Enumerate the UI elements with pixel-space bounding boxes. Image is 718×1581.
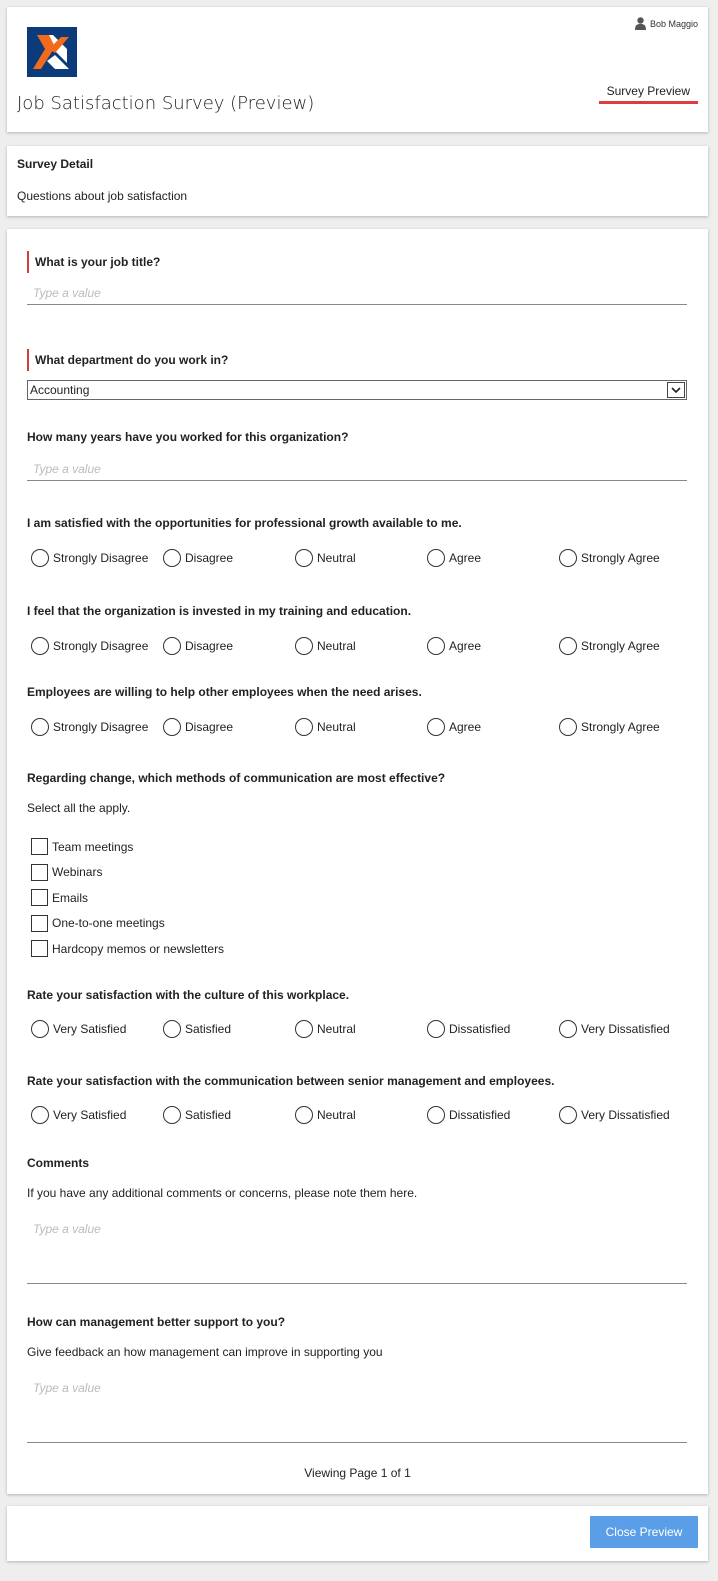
checkbox-label: One-to-one meetings xyxy=(52,916,165,931)
app-logo-icon xyxy=(27,27,77,77)
radio-option[interactable] xyxy=(163,718,233,736)
radio-button[interactable] xyxy=(163,718,181,736)
radio-label: Strongly Disagree xyxy=(53,551,149,565)
radio-label: Neutral xyxy=(317,639,356,653)
checkbox-option[interactable] xyxy=(31,911,224,937)
radio-button[interactable] xyxy=(559,718,577,736)
detail-description: Questions about job satisfaction xyxy=(17,189,188,203)
question-subtext: If you have any additional comments or concerns, please note them here. xyxy=(27,1186,418,1200)
growth-radio-group xyxy=(31,549,691,569)
question-label: How many years have you worked for this organization? xyxy=(27,430,349,444)
checkbox[interactable] xyxy=(31,864,48,881)
radio-option[interactable] xyxy=(295,718,356,736)
radio-button[interactable] xyxy=(295,549,313,567)
radio-button[interactable] xyxy=(31,1106,49,1124)
radio-option[interactable] xyxy=(295,549,356,567)
radio-option[interactable] xyxy=(559,637,660,655)
question-subtext: Give feedback an how management can improve in supporting you xyxy=(27,1345,383,1359)
question-label: I feel that the organization is invested in my training and education. xyxy=(27,604,412,618)
radio-label: Very Satisfied xyxy=(53,1022,127,1036)
radio-button[interactable] xyxy=(31,549,49,567)
question-comments xyxy=(27,1156,687,1200)
radio-button[interactable] xyxy=(559,1106,577,1124)
question-management-communication xyxy=(27,1074,687,1088)
radio-option[interactable] xyxy=(559,718,660,736)
question-label: How can management better support to you? xyxy=(27,1315,286,1329)
checkbox-option[interactable] xyxy=(31,834,224,860)
page-indicator: Viewing Page 1 of 1 xyxy=(304,1466,411,1480)
management-communication-radio-group xyxy=(31,1106,691,1126)
radio-label: Very Dissatisfied xyxy=(581,1022,670,1036)
question-label: What is your job title? xyxy=(27,251,687,273)
department-select[interactable] xyxy=(27,380,687,400)
checkbox-option[interactable] xyxy=(31,936,224,962)
radio-option[interactable] xyxy=(427,1106,510,1124)
years-input[interactable] xyxy=(27,457,687,481)
culture-radio-group xyxy=(31,1020,691,1040)
radio-button[interactable] xyxy=(163,1020,181,1038)
survey-detail-panel xyxy=(7,146,708,216)
checkbox[interactable] xyxy=(31,889,48,906)
radio-option[interactable] xyxy=(427,1020,510,1038)
radio-button[interactable] xyxy=(559,549,577,567)
radio-label: Agree xyxy=(449,720,482,734)
radio-option[interactable] xyxy=(427,549,481,567)
question-label: What department do you work in? xyxy=(27,349,687,371)
radio-button[interactable] xyxy=(295,637,313,655)
comments-textarea[interactable] xyxy=(27,1214,687,1284)
radio-option[interactable] xyxy=(163,637,233,655)
radio-option[interactable] xyxy=(559,1020,670,1038)
question-label: Employees are willing to help other employees when the need arises. xyxy=(27,685,422,699)
question-job-title xyxy=(27,251,687,273)
radio-option[interactable] xyxy=(295,1020,356,1038)
question-department xyxy=(27,349,687,371)
checkbox-option[interactable] xyxy=(31,885,224,911)
question-label: Comments xyxy=(27,1156,90,1170)
radio-button[interactable] xyxy=(427,549,445,567)
radio-button[interactable] xyxy=(163,1106,181,1124)
training-radio-group xyxy=(31,637,691,657)
radio-button[interactable] xyxy=(559,637,577,655)
radio-label: Disagree xyxy=(185,639,234,653)
radio-button[interactable] xyxy=(163,549,181,567)
radio-label: Disagree xyxy=(185,720,234,734)
checkbox[interactable] xyxy=(31,915,48,932)
checkbox-option[interactable] xyxy=(31,860,224,886)
radio-label: Strongly Agree xyxy=(581,639,660,653)
radio-label: Neutral xyxy=(317,720,356,734)
radio-button[interactable] xyxy=(31,718,49,736)
radio-option[interactable] xyxy=(163,549,233,567)
radio-label: Neutral xyxy=(317,551,356,565)
radio-option[interactable] xyxy=(31,637,148,655)
radio-label: Strongly Disagree xyxy=(53,720,149,734)
radio-option[interactable] xyxy=(163,1106,231,1124)
detail-title: Survey Detail xyxy=(17,157,94,171)
radio-button[interactable] xyxy=(427,1020,445,1038)
user-name: Bob Maggio xyxy=(649,18,698,29)
department-select-value: Accounting xyxy=(30,383,90,397)
radio-option[interactable] xyxy=(559,549,660,567)
question-subtext: Select all the apply. xyxy=(27,801,131,815)
question-label: I am satisfied with the opportunities for professional growth available to me. xyxy=(27,516,462,530)
checkbox[interactable] xyxy=(31,838,48,855)
tab-survey-preview[interactable]: Survey Preview xyxy=(599,84,698,104)
page-title: Job Satisfaction Survey (Preview) xyxy=(17,93,315,114)
radio-label: Dissatisfied xyxy=(449,1108,511,1122)
radio-button[interactable] xyxy=(559,1020,577,1038)
radio-label: Satisfied xyxy=(185,1108,232,1122)
radio-button[interactable] xyxy=(427,718,445,736)
radio-option[interactable] xyxy=(31,1106,126,1124)
checkbox-label: Team meetings xyxy=(52,839,134,854)
question-label: Rate your satisfaction with the communication between senior management and employees. xyxy=(27,1074,555,1088)
radio-label: Disagree xyxy=(185,551,234,565)
radio-label: Very Dissatisfied xyxy=(581,1108,670,1122)
checkbox-label: Hardcopy memos or newsletters xyxy=(52,941,225,956)
question-label: Regarding change, which methods of communication are most effective? xyxy=(27,771,446,785)
close-preview-button[interactable]: Close Preview xyxy=(590,1516,698,1548)
radio-button[interactable] xyxy=(31,637,49,655)
radio-option[interactable] xyxy=(427,718,481,736)
chevron-down-icon[interactable] xyxy=(667,382,685,398)
checkbox[interactable] xyxy=(31,940,48,957)
radio-option[interactable] xyxy=(559,1106,670,1124)
job-title-input[interactable] xyxy=(27,281,687,305)
communication-checkbox-list xyxy=(31,834,224,962)
radio-option[interactable] xyxy=(295,1106,356,1124)
radio-label: Satisfied xyxy=(185,1022,232,1036)
help-radio-group xyxy=(31,718,691,738)
radio-button[interactable] xyxy=(163,637,181,655)
question-management-support xyxy=(27,1315,687,1359)
radio-option[interactable] xyxy=(295,637,356,655)
question-years xyxy=(27,430,687,444)
radio-label: Very Satisfied xyxy=(53,1108,127,1122)
management-support-textarea[interactable] xyxy=(27,1373,687,1443)
footer-bar xyxy=(7,1506,708,1561)
survey-form xyxy=(7,229,708,1494)
radio-label: Dissatisfied xyxy=(449,1022,511,1036)
radio-button[interactable] xyxy=(427,637,445,655)
radio-option[interactable] xyxy=(31,718,148,736)
radio-label: Agree xyxy=(449,639,482,653)
survey-header xyxy=(7,7,708,132)
user-menu[interactable] xyxy=(635,17,698,30)
question-help xyxy=(27,685,687,699)
radio-button[interactable] xyxy=(295,1020,313,1038)
question-training xyxy=(27,604,687,618)
question-label: Rate your satisfaction with the culture of this workplace. xyxy=(27,988,350,1002)
question-communication xyxy=(27,771,687,815)
user-icon xyxy=(635,17,646,30)
radio-label: Neutral xyxy=(317,1108,356,1122)
radio-button[interactable] xyxy=(295,1106,313,1124)
radio-label: Agree xyxy=(449,551,482,565)
question-growth xyxy=(27,516,687,530)
radio-label: Strongly Agree xyxy=(581,720,660,734)
radio-button[interactable] xyxy=(427,1106,445,1124)
radio-label: Strongly Disagree xyxy=(53,639,149,653)
radio-option[interactable] xyxy=(427,637,481,655)
radio-button[interactable] xyxy=(295,718,313,736)
radio-button[interactable] xyxy=(31,1020,49,1038)
question-culture xyxy=(27,988,687,1002)
radio-label: Strongly Agree xyxy=(581,551,660,565)
checkbox-label: Webinars xyxy=(52,865,103,880)
radio-option[interactable] xyxy=(31,549,148,567)
radio-label: Neutral xyxy=(317,1022,356,1036)
radio-option[interactable] xyxy=(31,1020,126,1038)
checkbox-label: Emails xyxy=(52,890,89,905)
radio-option[interactable] xyxy=(163,1020,231,1038)
